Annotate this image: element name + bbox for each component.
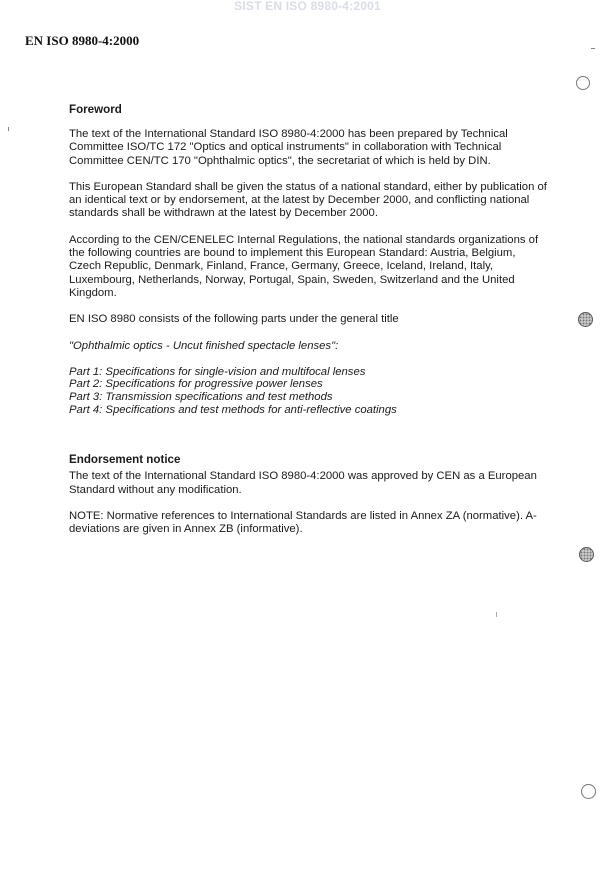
foreword-paragraph-1: The text of the International Standard ISO 8980-4:2000 has been prepared by Technical Committee ISO/TC 172 "Optics and optical instruments" in collaboration with Technical Committee CEN/TC 170 "Ophthalmic optics", the secretariat of which is held by DIN. — [69, 128, 508, 167]
punch-hole-upper — [578, 312, 593, 327]
foreword-paragraph-4: EN ISO 8980 consists of the following parts under the general title — [69, 313, 399, 326]
endorsement-paragraph-1: The text of the International Standard ISO 8980-4:2000 was approved by CEN as a European Standard without any modification. — [69, 470, 537, 496]
part-item-2: Part 2: Specifications for progressive power lenses — [69, 378, 323, 391]
page-content — [69, 103, 549, 549]
scan-speck — [496, 612, 497, 617]
scan-speck — [591, 48, 595, 49]
parts-list — [69, 366, 549, 416]
foreword-paragraph-2: This European Standard shall be given the status of a national standard, either by publication of an identical text or by endorsement, at the latest by December 2000, and conflicting national standards shall be withdrawn at the latest by December 2000. — [69, 180, 547, 220]
part-item-4: Part 4: Specifications and test methods for anti-reflective coatings — [69, 403, 397, 416]
foreword-paragraph-3: According to the CEN/CENELEC Internal Regulations, the national standards organizations of the following countries are bound to implement this European Standard: Austria, Belgium, Czech Republic, Denmark, Finland, France, Germany, Greece, Iceland, Ireland, Italy, Luxembourg, Netherlands, Norway, Portugal, Spain, Sweden, Switzerland and the United Kingdom. — [69, 233, 539, 299]
scan-speck — [8, 127, 9, 131]
endorsement-note: NOTE: Normative references to International Standards are listed in Annex ZA (normative). A-deviations are given in Annex ZB (informative). — [69, 509, 537, 536]
endorsement-heading: Endorsement notice — [69, 453, 181, 467]
general-title: "Ophthalmic optics - Uncut finished spectacle lenses": — [69, 339, 339, 352]
part-item-1: Part 1: Specifications for single-vision and multifocal lenses — [69, 365, 366, 378]
punch-hole-top — [576, 76, 590, 90]
punch-hole-middle — [579, 547, 594, 562]
foreword-heading: Foreword — [69, 103, 122, 116]
part-item-3: Part 3: Transmission specifications and test methods — [69, 391, 333, 404]
watermark-text: SIST EN ISO 8980-4:2001 — [234, 0, 381, 13]
punch-hole-bottom — [581, 784, 596, 799]
standard-header: EN ISO 8980-4:2000 — [25, 33, 140, 48]
